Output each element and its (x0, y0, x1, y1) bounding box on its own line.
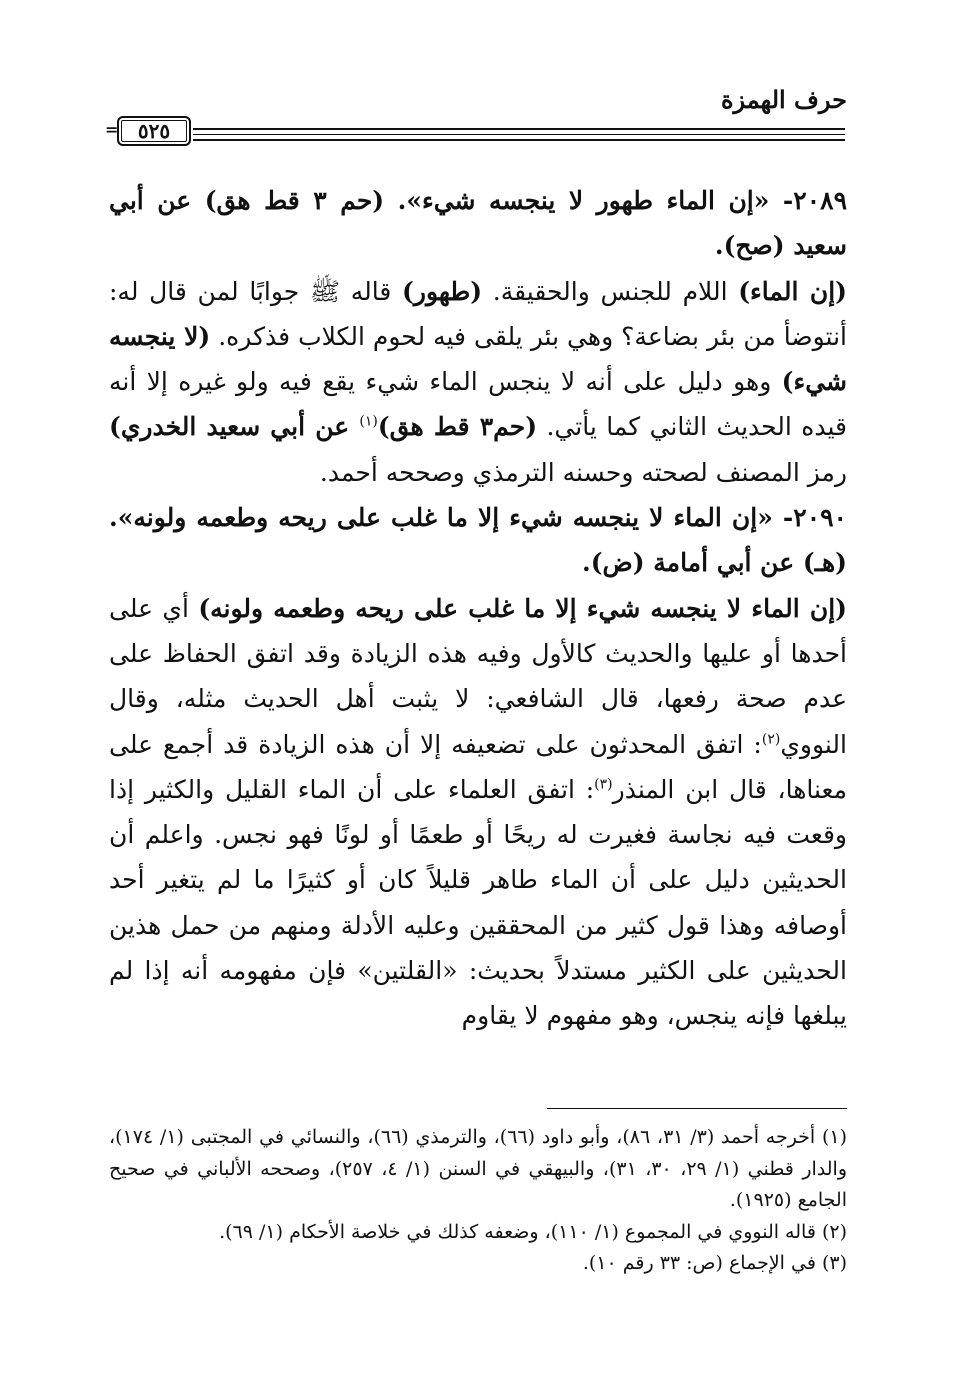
footnotes (109, 1122, 847, 1280)
commentary-segment: قاله ﷺ جوابًا لمن قال له: أنتوضأ من بئر بضاعة؟ وهي بئر يلقى فيه لحوم الكلاب فذكره. (109, 276, 847, 351)
commentary (109, 586, 847, 1039)
hadith-entry (109, 495, 847, 586)
hadith-text: «إن الماء لا ينجسه شيء إلا ما غلب على ريحه وطعمه ولونه». (هـ) عن أبي أمامة (ض). (109, 503, 847, 578)
running-title: حرف الهمزة (720, 85, 847, 114)
footnote: (١) أخرجه أحمد (٣/ ٣١، ٨٦)، وأبو داود (٦٦)، والترمذي (٦٦)، والنسائي في المجتبى (١/ ١٧٤)، والدار قطني (١/ ٢٩، ٣٠، ٣١)، والبيهقي في السنن (١/ ٤، ٢٥٧)، وصححه الألباني في صحيح الجامع (١٩٢٥). (109, 1126, 847, 1211)
commentary-segment: وهو دليل على أنه لا ينجس الماء شيء يقع فيه ولو غيره إلا أنه قيده الحديث الثاني كما يأتي. (109, 367, 847, 442)
main-text (109, 178, 847, 1039)
commentary-segment: : اتفق المحدثون على تضعيفه إلا أن هذه الزيادة قد أجمع على معناها، قال ابن المنذر (109, 729, 847, 804)
commentary-segment: : اتفق العلماء على أن الماء القليل والكثير إذا وقعت فيه نجاسة فغيرت له ريحًا أو طعمًا أو لونًا فهو نجس. واعلم أن الحديثين دليل على أن الماء طاهر قليلاً كان أو كثيرًا ما لم يتغير أحد أوصافه وهذا قول كثير من المحققين وعليه الأدلة ومنهم من حمل هذين الحديثين على الكثير مستدلاً بحديث: «القلتين» فإن مفهومه أنه إذا لم يبلغها فإنه ينجس، وهو مفهوم لا يقاوم (109, 774, 847, 1031)
footnote: (٣) في الإجماع (ص: ٣٣ رقم ١٠). (582, 1252, 847, 1274)
rule-line (193, 128, 845, 130)
rule-line (193, 134, 845, 135)
footnote-ref[interactable]: (١) (359, 414, 378, 431)
footnote: (٢) قاله النووي في المجموع (١/ ١١٠)، وضعفه كذلك في خلاصة الأحكام (١/ ٦٩). (219, 1220, 847, 1243)
footnote-ref[interactable]: (٢) (761, 731, 781, 748)
commentary-segment: (طهور) (402, 276, 483, 306)
hadith-entry (109, 178, 847, 269)
page-number: ٥٢٥ (117, 116, 191, 146)
header-mark: = (105, 120, 119, 139)
hadith-number: ٢٠٩٠- (782, 503, 847, 533)
commentary-segment: اللام للجنس والحقيقة. (482, 276, 739, 306)
footnote-divider (547, 1108, 847, 1109)
commentary-segment: (لا ينجسه شيء) (109, 321, 847, 397)
commentary-segment: رمز المصنف لصحته وحسنه الترمذي وصححه أحمد. (319, 457, 847, 487)
commentary-segment: (إن الماء) (738, 276, 848, 306)
commentary-segment: (حم٣ قط هق) (377, 412, 538, 442)
header-rule (105, 112, 845, 152)
footnote-ref[interactable]: (٣) (594, 776, 613, 793)
commentary-segment: أي على أحدها أو عليها والحديث كالأول وفيه هذه الزيادة وقد اتفق الحفاظ على عدم صحة رفعها، قال الشافعي: لا يثبت أهل الحديث مثله، وقال النووي (109, 593, 847, 759)
commentary-segment: عن أبي سعيد الخدري) (109, 412, 360, 442)
commentary-segment: (إن الماء لا ينجسه شيء إلا ما غلب على ريحه وطعمه ولونه) (198, 593, 847, 623)
rule-line (193, 139, 845, 141)
hadith-number: ٢٠٨٩- (782, 186, 847, 215)
commentary (109, 269, 847, 495)
hadith-text: «إن الماء طهور لا ينجسه شيء». (حم ٣ قط هق) عن أبي سعيد (صح). (109, 186, 847, 261)
